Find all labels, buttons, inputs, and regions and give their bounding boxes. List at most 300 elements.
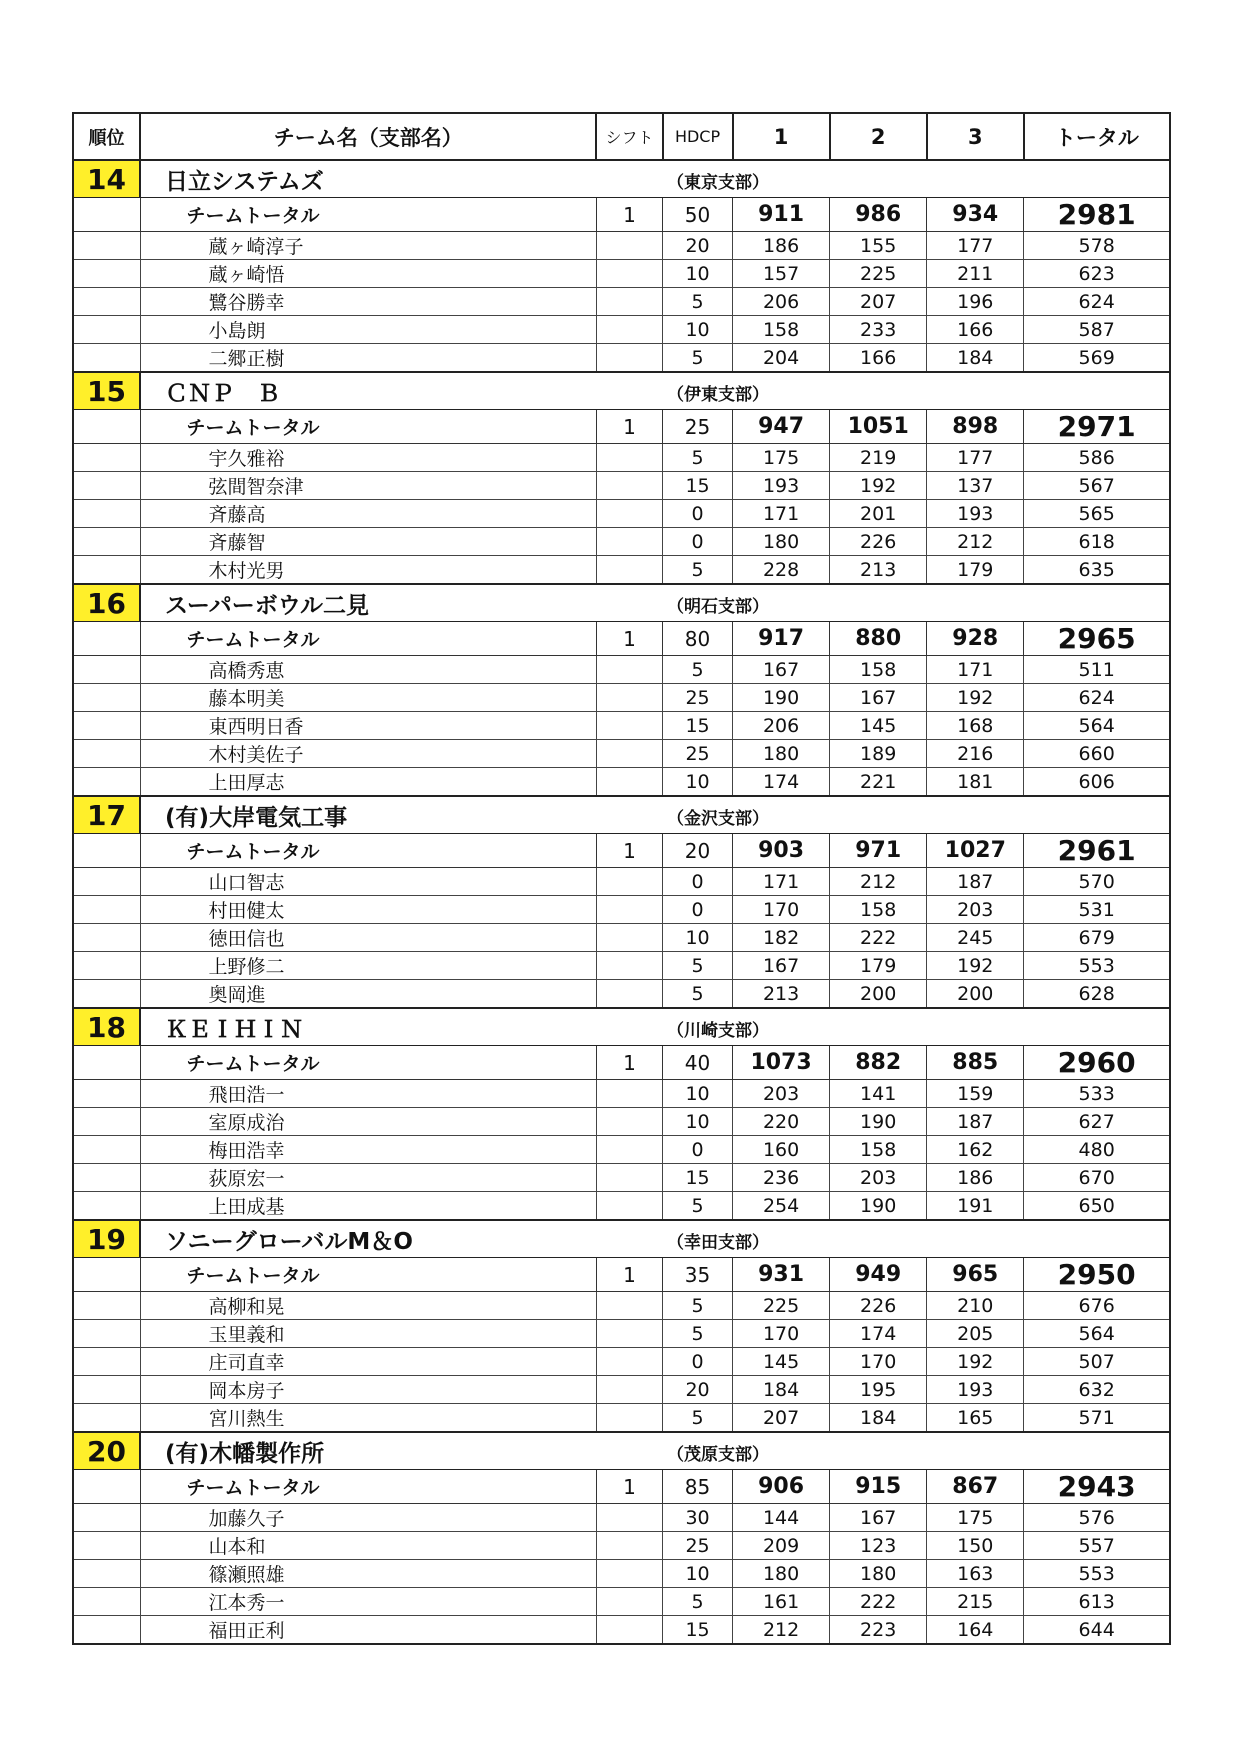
player-hdcp: 5 (663, 444, 733, 472)
player-game1: 167 (733, 952, 830, 980)
player-total: 567 (1024, 472, 1170, 500)
player-hdcp: 10 (663, 768, 733, 797)
player-row (73, 1292, 1170, 1320)
player-game1: 184 (733, 1376, 830, 1404)
player-game3: 192 (927, 952, 1024, 980)
team-header-row (73, 160, 1170, 198)
player-name: 上野修二 (140, 952, 596, 980)
team-game1: 917 (733, 622, 830, 656)
team-name: (有)木幡製作所 (165, 1440, 325, 1467)
empty-rank-cell (73, 1404, 140, 1433)
player-row (73, 1616, 1170, 1645)
player-name: 小島朗 (140, 316, 596, 344)
player-game3: 205 (927, 1320, 1024, 1348)
player-game1: 171 (733, 868, 830, 896)
team-game2: 986 (830, 198, 927, 232)
player-game2: 158 (830, 1136, 927, 1164)
player-game1: 180 (733, 528, 830, 556)
team-name: ＣＮＰ Ｂ (165, 380, 281, 407)
player-name: 鷺谷勝幸 (140, 288, 596, 316)
player-game2: 200 (830, 980, 927, 1009)
header-game1: 1 (733, 113, 830, 160)
player-row (73, 684, 1170, 712)
player-game2: 174 (830, 1320, 927, 1348)
player-game2: 213 (830, 556, 927, 585)
player-hdcp: 25 (663, 740, 733, 768)
player-game3: 210 (927, 1292, 1024, 1320)
player-game1: 157 (733, 260, 830, 288)
empty-rank-cell (73, 1376, 140, 1404)
player-hdcp: 10 (663, 260, 733, 288)
player-total: 511 (1024, 656, 1170, 684)
empty-rank-cell (73, 288, 140, 316)
player-game1: 186 (733, 232, 830, 260)
player-hdcp: 5 (663, 1320, 733, 1348)
player-hdcp: 5 (663, 656, 733, 684)
player-game1: 158 (733, 316, 830, 344)
player-total: 650 (1024, 1192, 1170, 1221)
player-shift (596, 444, 662, 472)
team-name-cell (140, 796, 1170, 834)
empty-rank-cell (73, 684, 140, 712)
player-hdcp: 15 (663, 1164, 733, 1192)
player-total: 613 (1024, 1588, 1170, 1616)
player-game1: 228 (733, 556, 830, 585)
player-game1: 160 (733, 1136, 830, 1164)
empty-rank-cell (73, 1108, 140, 1136)
empty-rank-cell (73, 472, 140, 500)
team-game3: 1027 (927, 834, 1024, 868)
player-game1: 180 (733, 1560, 830, 1588)
player-shift (596, 232, 662, 260)
team-rank: 14 (73, 160, 140, 198)
player-row (73, 924, 1170, 952)
empty-rank-cell (73, 344, 140, 373)
player-total: 618 (1024, 528, 1170, 556)
player-name: 上田厚志 (140, 768, 596, 797)
player-name: 斉藤智 (140, 528, 596, 556)
player-game3: 184 (927, 344, 1024, 373)
team-game2: 882 (830, 1046, 927, 1080)
player-total: 571 (1024, 1404, 1170, 1433)
player-game3: 168 (927, 712, 1024, 740)
empty-rank-cell (73, 980, 140, 1009)
team-name-cell (140, 1220, 1170, 1258)
empty-rank-cell (73, 1532, 140, 1560)
player-game2: 166 (830, 344, 927, 373)
player-total: 660 (1024, 740, 1170, 768)
player-game2: 167 (830, 1504, 927, 1532)
player-shift (596, 952, 662, 980)
player-game3: 171 (927, 656, 1024, 684)
team-hdcp: 50 (663, 198, 733, 232)
team-branch: （幸田支部） (667, 1233, 770, 1253)
player-hdcp: 20 (663, 232, 733, 260)
player-name: 飛田浩一 (140, 1080, 596, 1108)
team-total-label: チームトータル (140, 1258, 596, 1292)
player-game3: 211 (927, 260, 1024, 288)
team-game3: 885 (927, 1046, 1024, 1080)
player-row (73, 1504, 1170, 1532)
player-hdcp: 5 (663, 980, 733, 1009)
player-game3: 150 (927, 1532, 1024, 1560)
player-shift (596, 1404, 662, 1433)
player-row (73, 316, 1170, 344)
player-game2: 141 (830, 1080, 927, 1108)
results-body (73, 160, 1170, 1644)
empty-rank-cell (73, 712, 140, 740)
player-row (73, 740, 1170, 768)
team-shift: 1 (596, 1046, 662, 1080)
player-game3: 192 (927, 684, 1024, 712)
player-game3: 212 (927, 528, 1024, 556)
player-name: 梅田浩幸 (140, 1136, 596, 1164)
empty-rank-cell (73, 232, 140, 260)
player-game2: 226 (830, 528, 927, 556)
player-total: 624 (1024, 288, 1170, 316)
player-row (73, 656, 1170, 684)
team-shift: 1 (596, 1258, 662, 1292)
player-game3: 186 (927, 1164, 1024, 1192)
empty-rank-cell (73, 1136, 140, 1164)
player-row (73, 344, 1170, 373)
player-name: 荻原宏一 (140, 1164, 596, 1192)
empty-rank-cell (73, 1046, 140, 1080)
team-grand-total: 2961 (1024, 834, 1170, 868)
player-hdcp: 25 (663, 1532, 733, 1560)
player-shift (596, 344, 662, 373)
player-row (73, 1108, 1170, 1136)
player-game2: 222 (830, 1588, 927, 1616)
team-game1: 911 (733, 198, 830, 232)
empty-rank-cell (73, 1560, 140, 1588)
player-shift (596, 980, 662, 1009)
player-name: 木村美佐子 (140, 740, 596, 768)
player-hdcp: 5 (663, 952, 733, 980)
player-shift (596, 1136, 662, 1164)
player-name: 蔵ヶ崎淳子 (140, 232, 596, 260)
player-row (73, 1588, 1170, 1616)
team-total-label: チームトータル (140, 410, 596, 444)
player-shift (596, 712, 662, 740)
team-total-row (73, 410, 1170, 444)
team-header-row (73, 584, 1170, 622)
empty-rank-cell (73, 198, 140, 232)
player-shift (596, 1192, 662, 1221)
player-row (73, 980, 1170, 1009)
player-row (73, 1080, 1170, 1108)
team-hdcp: 80 (663, 622, 733, 656)
player-name: 宮川熱生 (140, 1404, 596, 1433)
player-game2: 207 (830, 288, 927, 316)
player-hdcp: 15 (663, 472, 733, 500)
team-grand-total: 2965 (1024, 622, 1170, 656)
player-hdcp: 5 (663, 344, 733, 373)
empty-rank-cell (73, 410, 140, 444)
team-total-row (73, 198, 1170, 232)
player-hdcp: 15 (663, 712, 733, 740)
team-game2: 915 (830, 1470, 927, 1504)
player-game1: 170 (733, 1320, 830, 1348)
player-game2: 201 (830, 500, 927, 528)
player-game2: 195 (830, 1376, 927, 1404)
player-row (73, 528, 1170, 556)
player-game1: 213 (733, 980, 830, 1009)
team-rank: 18 (73, 1008, 140, 1046)
player-game2: 189 (830, 740, 927, 768)
player-game3: 215 (927, 1588, 1024, 1616)
empty-rank-cell (73, 1080, 140, 1108)
player-game2: 158 (830, 656, 927, 684)
team-game1: 1073 (733, 1046, 830, 1080)
player-row (73, 868, 1170, 896)
player-game3: 162 (927, 1136, 1024, 1164)
player-shift (596, 656, 662, 684)
player-game1: 225 (733, 1292, 830, 1320)
player-game1: 220 (733, 1108, 830, 1136)
player-game3: 163 (927, 1560, 1024, 1588)
player-row (73, 1348, 1170, 1376)
player-game1: 170 (733, 896, 830, 924)
team-grand-total: 2950 (1024, 1258, 1170, 1292)
empty-rank-cell (73, 868, 140, 896)
empty-rank-cell (73, 1258, 140, 1292)
team-name-cell (140, 1432, 1170, 1470)
team-hdcp: 25 (663, 410, 733, 444)
team-hdcp: 85 (663, 1470, 733, 1504)
player-shift (596, 500, 662, 528)
empty-rank-cell (73, 622, 140, 656)
team-hdcp: 35 (663, 1258, 733, 1292)
team-hdcp: 40 (663, 1046, 733, 1080)
player-game3: 179 (927, 556, 1024, 585)
empty-rank-cell (73, 1292, 140, 1320)
team-header-row (73, 372, 1170, 410)
player-game3: 192 (927, 1348, 1024, 1376)
player-name: 庄司直幸 (140, 1348, 596, 1376)
empty-rank-cell (73, 896, 140, 924)
player-name: 東西明日香 (140, 712, 596, 740)
player-game1: 209 (733, 1532, 830, 1560)
player-row (73, 952, 1170, 980)
player-hdcp: 25 (663, 684, 733, 712)
player-name: 玉里義和 (140, 1320, 596, 1348)
player-row (73, 260, 1170, 288)
player-total: 570 (1024, 868, 1170, 896)
player-game1: 182 (733, 924, 830, 952)
team-game1: 903 (733, 834, 830, 868)
player-shift (596, 1292, 662, 1320)
player-shift (596, 924, 662, 952)
player-hdcp: 0 (663, 896, 733, 924)
player-name: 木村光男 (140, 556, 596, 585)
team-branch: （金沢支部） (667, 809, 770, 829)
player-game1: 204 (733, 344, 830, 373)
team-shift: 1 (596, 834, 662, 868)
player-game2: 167 (830, 684, 927, 712)
team-grand-total: 2981 (1024, 198, 1170, 232)
player-game3: 159 (927, 1080, 1024, 1108)
player-game2: 184 (830, 1404, 927, 1433)
player-game3: 216 (927, 740, 1024, 768)
player-game1: 193 (733, 472, 830, 500)
player-game2: 155 (830, 232, 927, 260)
header-game2: 2 (830, 113, 927, 160)
player-shift (596, 1164, 662, 1192)
player-name: 篠瀬照雄 (140, 1560, 596, 1588)
player-total: 623 (1024, 260, 1170, 288)
player-total: 632 (1024, 1376, 1170, 1404)
player-hdcp: 0 (663, 868, 733, 896)
empty-rank-cell (73, 260, 140, 288)
player-total: 564 (1024, 1320, 1170, 1348)
player-game3: 193 (927, 500, 1024, 528)
empty-rank-cell (73, 834, 140, 868)
empty-rank-cell (73, 1192, 140, 1221)
player-game1: 254 (733, 1192, 830, 1221)
player-hdcp: 5 (663, 1292, 733, 1320)
player-game3: 191 (927, 1192, 1024, 1221)
player-game2: 203 (830, 1164, 927, 1192)
player-hdcp: 10 (663, 1108, 733, 1136)
team-game1: 947 (733, 410, 830, 444)
player-game3: 165 (927, 1404, 1024, 1433)
player-total: 635 (1024, 556, 1170, 585)
player-name: 高柳和晃 (140, 1292, 596, 1320)
header-game3: 3 (927, 113, 1024, 160)
team-name: スーパーボウル二見 (165, 592, 370, 619)
player-hdcp: 0 (663, 528, 733, 556)
team-name-cell (140, 1008, 1170, 1046)
player-total: 557 (1024, 1532, 1170, 1560)
player-game1: 206 (733, 288, 830, 316)
player-game3: 181 (927, 768, 1024, 797)
player-name: 宇久雅裕 (140, 444, 596, 472)
player-name: 弦間智奈津 (140, 472, 596, 500)
player-shift (596, 684, 662, 712)
player-shift (596, 768, 662, 797)
player-row (73, 1320, 1170, 1348)
team-game2: 880 (830, 622, 927, 656)
player-name: 岡本房子 (140, 1376, 596, 1404)
player-game3: 164 (927, 1616, 1024, 1645)
player-game3: 177 (927, 232, 1024, 260)
team-shift: 1 (596, 410, 662, 444)
empty-rank-cell (73, 656, 140, 684)
player-shift (596, 1108, 662, 1136)
team-total-row (73, 1258, 1170, 1292)
player-game1: 167 (733, 656, 830, 684)
player-hdcp: 5 (663, 1404, 733, 1433)
player-hdcp: 5 (663, 1588, 733, 1616)
team-total-label: チームトータル (140, 834, 596, 868)
player-game3: 175 (927, 1504, 1024, 1532)
player-game2: 179 (830, 952, 927, 980)
team-header-row (73, 1008, 1170, 1046)
team-branch: （東京支部） (667, 173, 770, 193)
player-total: 553 (1024, 1560, 1170, 1588)
team-total-label: チームトータル (140, 198, 596, 232)
player-total: 564 (1024, 712, 1170, 740)
player-game1: 175 (733, 444, 830, 472)
team-rank: 15 (73, 372, 140, 410)
player-total: 565 (1024, 500, 1170, 528)
player-hdcp: 10 (663, 316, 733, 344)
player-row (73, 768, 1170, 797)
empty-rank-cell (73, 316, 140, 344)
player-total: 670 (1024, 1164, 1170, 1192)
empty-rank-cell (73, 1470, 140, 1504)
player-game2: 158 (830, 896, 927, 924)
player-total: 587 (1024, 316, 1170, 344)
team-branch: （茂原支部） (667, 1445, 770, 1465)
player-name: 奥岡進 (140, 980, 596, 1009)
player-game2: 219 (830, 444, 927, 472)
team-game3: 965 (927, 1258, 1024, 1292)
player-name: 二郷正樹 (140, 344, 596, 373)
team-total-row (73, 834, 1170, 868)
team-rank: 17 (73, 796, 140, 834)
player-game3: 193 (927, 1376, 1024, 1404)
player-shift (596, 1616, 662, 1645)
player-shift (596, 316, 662, 344)
player-game2: 225 (830, 260, 927, 288)
results-table (72, 112, 1171, 1645)
player-game2: 180 (830, 1560, 927, 1588)
player-total: 679 (1024, 924, 1170, 952)
player-row (73, 1560, 1170, 1588)
player-shift (596, 260, 662, 288)
team-name: ソニーグローバルM＆O (165, 1228, 413, 1255)
empty-rank-cell (73, 1616, 140, 1645)
player-shift (596, 1376, 662, 1404)
team-grand-total: 2971 (1024, 410, 1170, 444)
empty-rank-cell (73, 924, 140, 952)
player-total: 569 (1024, 344, 1170, 373)
player-name: 斉藤高 (140, 500, 596, 528)
player-row (73, 1192, 1170, 1221)
team-branch: （明石支部） (667, 597, 770, 617)
player-game1: 203 (733, 1080, 830, 1108)
team-rank: 19 (73, 1220, 140, 1258)
player-game1: 206 (733, 712, 830, 740)
player-shift (596, 1320, 662, 1348)
player-total: 624 (1024, 684, 1170, 712)
player-game3: 177 (927, 444, 1024, 472)
team-game1: 931 (733, 1258, 830, 1292)
player-game2: 212 (830, 868, 927, 896)
player-game3: 166 (927, 316, 1024, 344)
header-row (73, 113, 1170, 160)
player-total: 480 (1024, 1136, 1170, 1164)
player-game3: 137 (927, 472, 1024, 500)
player-name: 村田健太 (140, 896, 596, 924)
player-name: 藤本明美 (140, 684, 596, 712)
team-name: (有)大岸電気工事 (165, 804, 348, 831)
player-game3: 187 (927, 1108, 1024, 1136)
player-game2: 170 (830, 1348, 927, 1376)
player-name: 室原成治 (140, 1108, 596, 1136)
team-shift: 1 (596, 198, 662, 232)
player-shift (596, 1532, 662, 1560)
player-game2: 233 (830, 316, 927, 344)
empty-rank-cell (73, 1588, 140, 1616)
team-header-row (73, 1220, 1170, 1258)
player-game2: 190 (830, 1108, 927, 1136)
player-game1: 190 (733, 684, 830, 712)
team-total-row (73, 622, 1170, 656)
player-hdcp: 0 (663, 1136, 733, 1164)
